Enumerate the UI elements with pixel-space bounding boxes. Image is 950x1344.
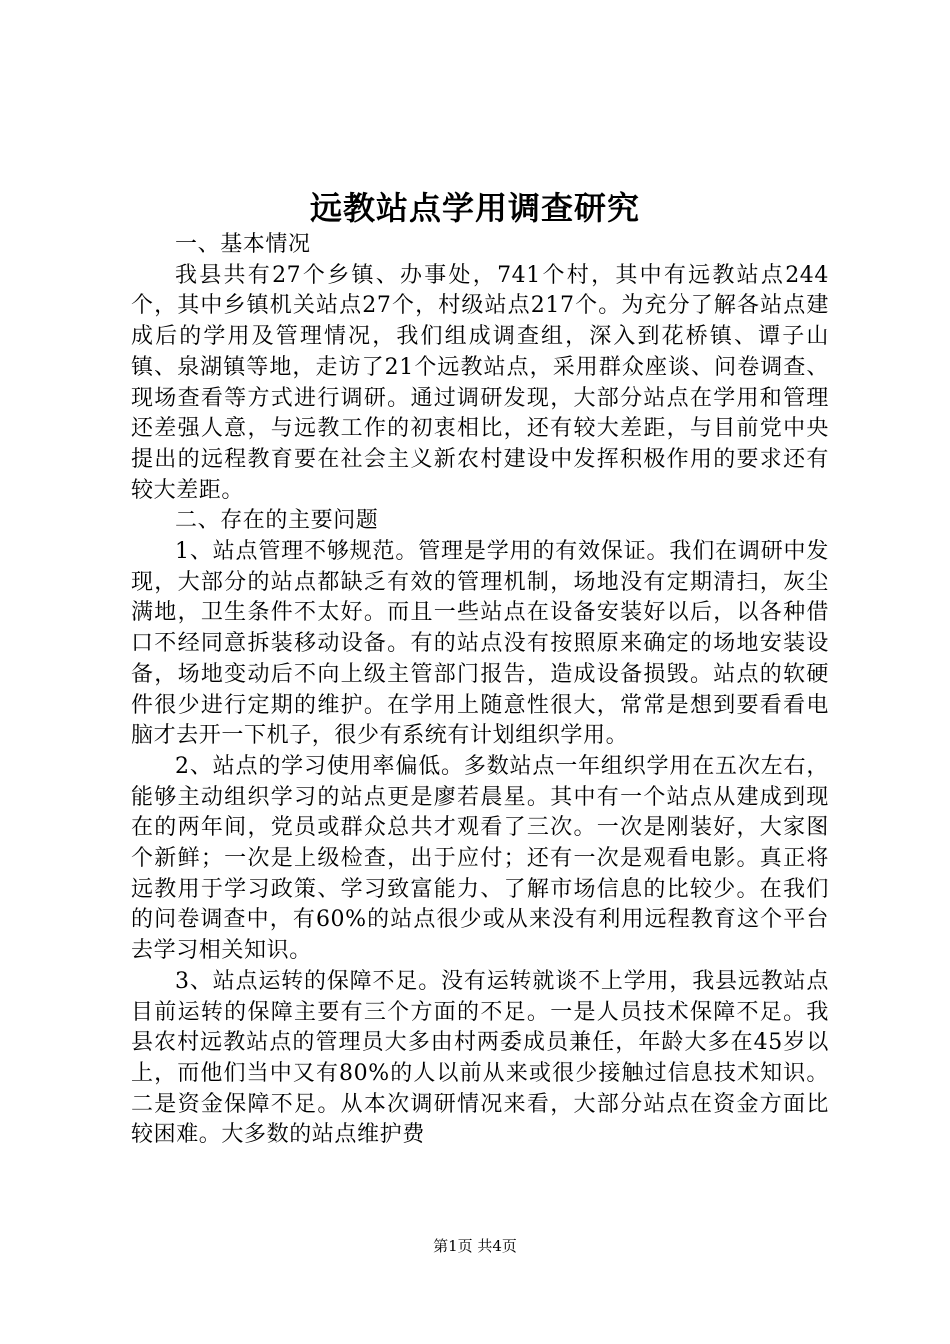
document-body xyxy=(131,230,829,1151)
document-title: 远教站点学用调查研究 xyxy=(309,189,640,227)
paragraph-problem-2: 2、站点的学习使用率偏低。多数站点一年组织学用在五次左右，能够主动组织学习的站点更是廖若晨星。其中有一个站点从建成到现在的两年间，党员或群众总共才观看了三次。一次是刚装好，大家图个新鲜；一次是上级检查，出于应付；还有一次是观看电影。真正将远教用于学习政策、学习致富能力、了解市场信息的比较少。在我们的问卷调查中，有60%的站点很少或从来没有利用远程教育这个平台去学习相关知识。 xyxy=(131,753,829,964)
paragraph-basic-situation: 我县共有27个乡镇、办事处，741个村，其中有远教站点244个，其中乡镇机关站点27个，村级站点217个。为充分了解各站点建成后的学用及管理情况，我们组成调查组，深入到花桥镇、谭子山镇、泉湖镇等地，走访了21个远教站点，采用群众座谈、问卷调查、现场查看等方式进行调研。通过调研发现，大部分站点在学用和管理还差强人意，与远教工作的初衷相比，还有较大差距，与目前党中央提出的远程教育要在社会主义新农村建设中发挥积极作用的要求还有较大差距。 xyxy=(131,262,829,503)
section-heading-problems: 二、存在的主要问题 xyxy=(175,508,379,534)
paragraph-problem-3: 3、站点运转的保障不足。没有运转就谈不上学用，我县远教站点目前运转的保障主要有三个方面的不足。一是人员技术保障不足。我县农村远教站点的管理员大多由村两委成员兼任，年龄大多在45岁以上，而他们当中又有80%的人以前从来或很少接触过信息技术知识。二是资金保障不足。从本次调研情况来看，大部分站点在资金方面比较困难。大多数的站点维护费 xyxy=(131,968,829,1148)
section-heading-basic: 一、基本情况 xyxy=(175,232,311,257)
page-footer: 第1页 共4页 xyxy=(433,1237,517,1255)
paragraph-problem-1: 1、站点管理不够规范。管理是学用的有效保证。我们在调研中发现，大部分的站点都缺乏有效的管理机制，场地没有定期清扫，灰尘满地，卫生条件不太好。而且一些站点在设备安装好以后，以各种借口不经同意拆装移动设备。有的站点没有按照原来确定的场地安装设备，场地变动后不向上级主管部门报告，造成设备损毁。站点的软硬件很少进行定期的维护。在学用上随意性很大，常常是想到要看看电脑才去开一下机子，很少有系统有计划组织学用。 xyxy=(131,539,829,749)
